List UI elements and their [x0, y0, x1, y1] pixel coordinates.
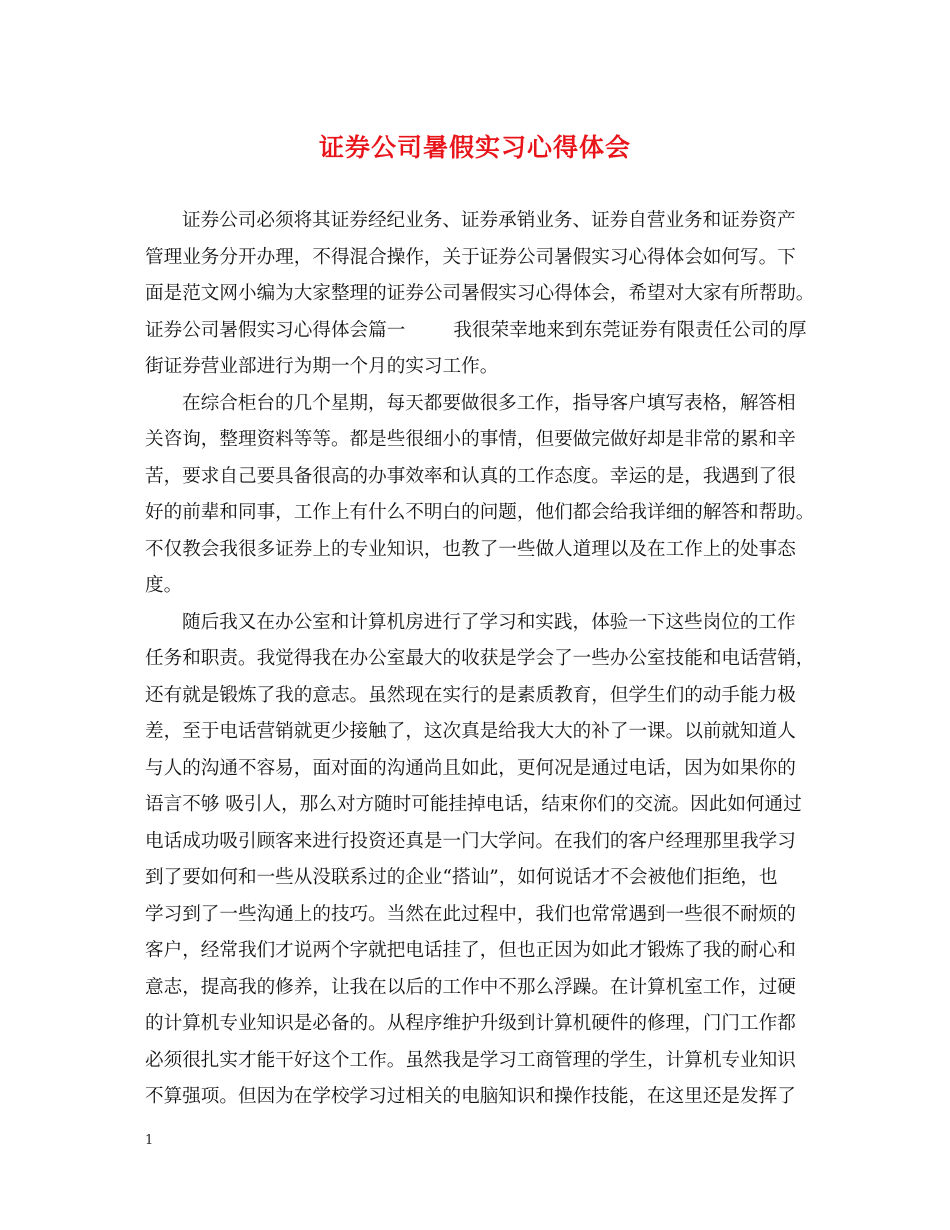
text-fragment: 我很荣幸地来到东莞证券有限责任公司的厚 — [453, 319, 807, 341]
page-number: 1 — [145, 1133, 154, 1148]
text-line: 在综合柜台的几个星期，每天都要做很多工作，指导客户填写表格，解答相 — [182, 392, 796, 414]
text-line: 面是范文网小编为大家整理的证券公司暑假实习心得体会，希望对大家有所帮助。 — [145, 283, 815, 304]
document-body — [145, 203, 823, 1116]
section-heading: 证券公司暑假实习心得体会篇一 — [145, 319, 406, 341]
text-line: 不算强项。但因为在学校学习过相关的电脑知识和操作技能，在这里还是发挥了 — [145, 1086, 796, 1107]
text-line: 必须很扎实才能干好这个工作。虽然我是学习工商管理的学生，计算机专业知识 — [145, 1049, 796, 1071]
text-line: 意志，提高我的修养，让我在以后的工作中不那么浮躁。在计算机室工作，过硬 — [145, 976, 796, 998]
text-line: 到了要如何和一些从没联系过的企业“搭讪”，如何说话才不会被他们拒绝，也 — [145, 867, 778, 888]
text-line: 苦，要求自己要具备很高的办事效率和认真的工作态度。幸运的是，我遇到了很 — [145, 465, 796, 487]
text-line: 任务和职责。我觉得我在办公室最大的收获是学会了一些办公室技能和电话营销， — [145, 648, 815, 669]
text-line: 与人的沟通不容易，面对面的沟通尚且如此，更何况是通过电话，因为如果你的 — [145, 757, 796, 779]
text-line: 好的前辈和同事，工作上有什么不明白的问题，他们都会给我详细的解答和帮助。 — [145, 502, 815, 523]
text-line: 关咨询，整理资料等等。都是些很细小的事情，但要做完做好却是非常的累和辛 — [145, 429, 796, 450]
text-line: 电话成功吸引顾客来进行投资还真是一门大学问。在我们的客户经理那里我学习 — [145, 830, 796, 852]
text-line: 度。 — [145, 575, 183, 596]
text-line: 还有就是锻炼了我的意志。虽然现在实行的是素质教育，但学生们的动手能力极 — [145, 684, 796, 706]
text-line: 街证券营业部进行为期一个月的实习工作。 — [145, 356, 499, 377]
text-line: 管理业务分开办理，不得混合操作，关于证券公司暑假实习心得体会如何写。下 — [145, 246, 796, 268]
text-line: 差，至于电话营销就更少接触了，这次真是给我大大的补了一课。以前就知道人 — [145, 721, 796, 742]
text-line: 客户，经常我们才说两个字就把电话挂了，但也正因为如此才锻炼了我的耐心和 — [145, 940, 796, 961]
text-line: 不仅教会我很多证券上的专业知识，也教了一些做人道理以及在工作上的处事态 — [145, 538, 796, 560]
text-line: 的计算机专业知识是必备的。从程序维护升级到计算机硬件的修理，门门工作都 — [145, 1013, 796, 1034]
text-line: 随后我又在办公室和计算机房进行了学习和实践，体验一下这些岗位的工作 — [182, 611, 796, 633]
text-line: 语言不够 吸引人，那么对方随时可能挂掉电话，结束你们的交流。因此如何通过 — [145, 794, 802, 815]
document-title: 证券公司暑假实习心得体会 — [318, 133, 631, 162]
text-line: 学习到了一些沟通上的技巧。当然在此过程中，我们也常常遇到一些很不耐烦的 — [145, 903, 796, 925]
text-line — [145, 313, 823, 350]
text-line: 证券公司必须将其证券经纪业务、证券承销业务、证券自营业务和证券资产 — [182, 210, 796, 231]
